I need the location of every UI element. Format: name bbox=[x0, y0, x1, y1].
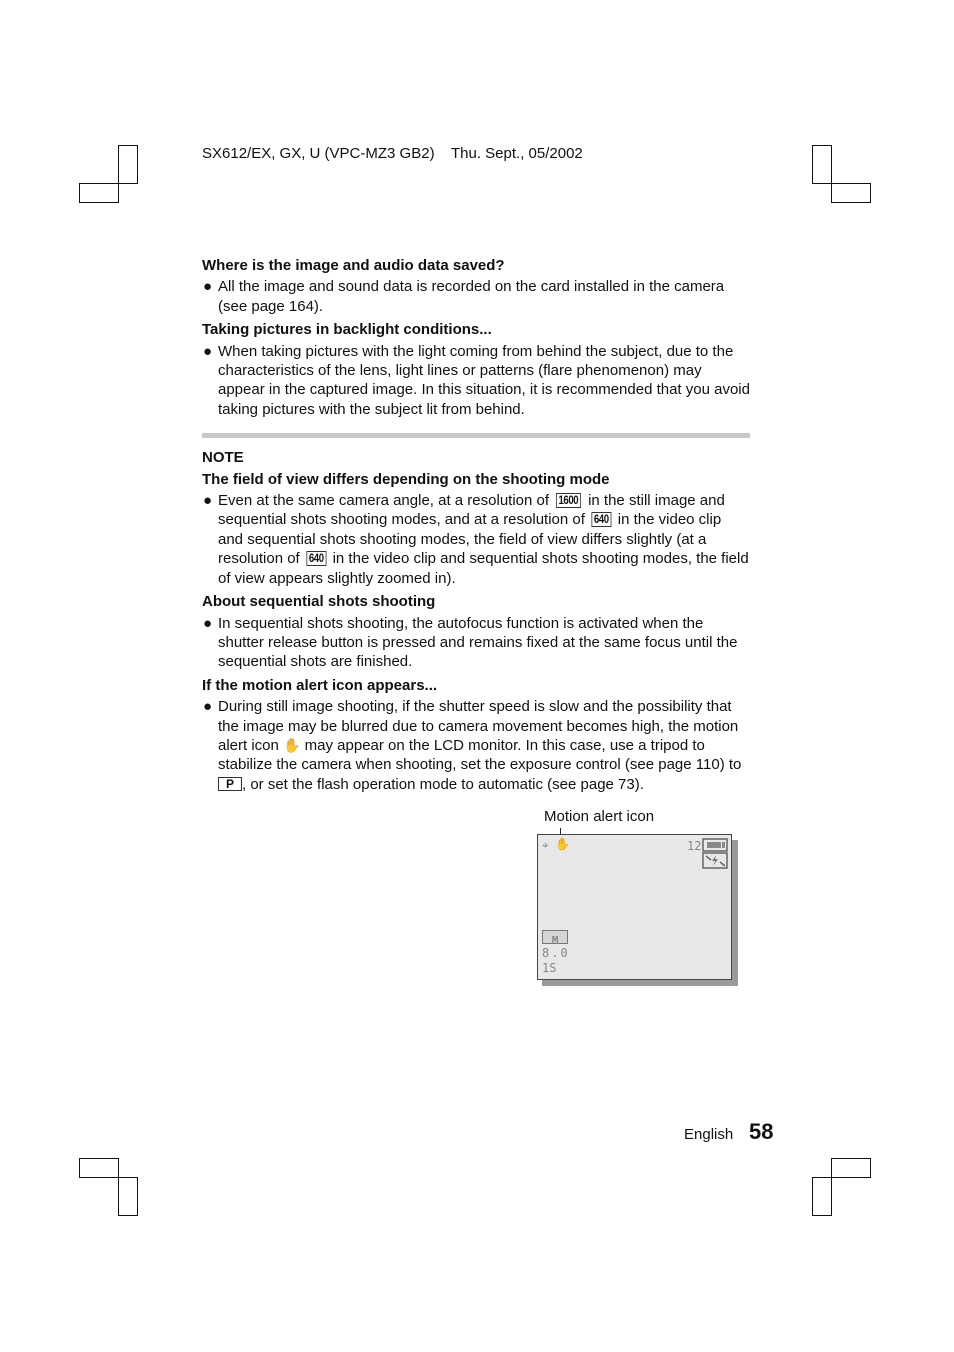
bullet-dot: ● bbox=[203, 614, 213, 632]
header-date: Thu. Sept., 05/2002 bbox=[450, 145, 583, 162]
header-model: SX612/EX, GX, U (VPC-MZ3 GB2) bbox=[202, 145, 435, 162]
bullet-dot: ● bbox=[203, 342, 213, 360]
program-mode-icon: P bbox=[218, 777, 242, 791]
battery-icon bbox=[702, 838, 729, 852]
heading-backlight: Taking pictures in backlight conditions... bbox=[202, 321, 492, 339]
motion-alert-icon: ✋ bbox=[283, 736, 301, 753]
footer-language: English bbox=[684, 1126, 734, 1143]
crop-mark-tr-h bbox=[831, 183, 871, 203]
heading-data-saved: Where is the image and audio data saved? bbox=[202, 257, 505, 274]
heading-sequential: About sequential shots shooting bbox=[202, 593, 436, 611]
resolution-640-icon: 640 bbox=[306, 551, 326, 566]
bullet-dot: ● bbox=[203, 278, 213, 296]
flash-auto-icon bbox=[702, 852, 729, 869]
resolution-640-icon: 640 bbox=[592, 512, 612, 527]
shots-remaining: 12 bbox=[687, 839, 702, 853]
note-label: NOTE bbox=[202, 449, 244, 467]
bullet-sequential: ● In sequential shots shooting, the autofocus function is activated when the shutter release button is pressed and remains fixed at the same focus until the sequential shots are finished. bbox=[203, 614, 738, 671]
crop-mark-br-h bbox=[831, 1158, 871, 1178]
note-divider bbox=[202, 433, 750, 438]
resolution-1600-icon: 1600 bbox=[556, 493, 581, 508]
motion-alert-lcd-icon: ✋ bbox=[555, 837, 570, 851]
crop-mark-br-v bbox=[812, 1177, 832, 1216]
page-number: 58 bbox=[749, 1119, 774, 1144]
page-header bbox=[202, 145, 583, 162]
bullet-backlight: ● When taking pictures with the light coming from behind the subject, due to the characteristics of the lens, light lines or patterns (flare phenomenon) may appear in the captured image. In this situation, it is recommended that you avoid taking pictures with the subject lit from behind. bbox=[203, 342, 750, 418]
crop-mark-tr-v bbox=[812, 145, 832, 184]
aperture-value: 8.0 bbox=[542, 946, 570, 960]
heading-motion-alert: If the motion alert icon appears... bbox=[202, 676, 438, 694]
bullet-data-saved: ● All the image and sound data is recorded on the card installed in the camera (see page 164). bbox=[203, 278, 725, 315]
crop-mark-bl-v bbox=[118, 1177, 138, 1216]
shutter-value: 1S bbox=[542, 961, 557, 975]
main-content bbox=[202, 256, 750, 798]
heading-fov: The field of view differs depending on the shooting mode bbox=[202, 470, 610, 488]
bullet-dot: ● bbox=[203, 698, 213, 716]
manual-mode-badge: M bbox=[542, 930, 568, 944]
focus-target-icon: ⌖ bbox=[542, 838, 549, 852]
lcd-callout-label: Motion alert icon bbox=[544, 808, 655, 825]
crop-mark-tl-h bbox=[79, 183, 119, 203]
crop-mark-bl-h bbox=[79, 1158, 119, 1178]
lcd-monitor bbox=[537, 834, 732, 980]
bullet-fov: ● Even at the same camera angle, at a resolution of 1600 in the still image and sequential shots shooting modes, and at a resolution of 640 in the video clip and sequential shots shooting modes, the field of view differs slightly (at a resolution of 640 in the video clip and sequential shots shooting modes, the field of view appears slightly zoomed in). bbox=[203, 492, 749, 587]
bullet-dot: ● bbox=[203, 492, 213, 510]
crop-mark-tl-v bbox=[118, 145, 138, 184]
bullet-motion-alert: ● During still image shooting, if the shutter speed is slow and the possibility that the image may be blurred due to camera movement becomes high, the motion alert icon ✋ may appear on the LCD monitor. In this case, use a tripod to stabilize the camera when shooting, set the exposure control (see page 110) to P , or set the flash operation mode to automatic (see page 73). bbox=[203, 698, 742, 793]
